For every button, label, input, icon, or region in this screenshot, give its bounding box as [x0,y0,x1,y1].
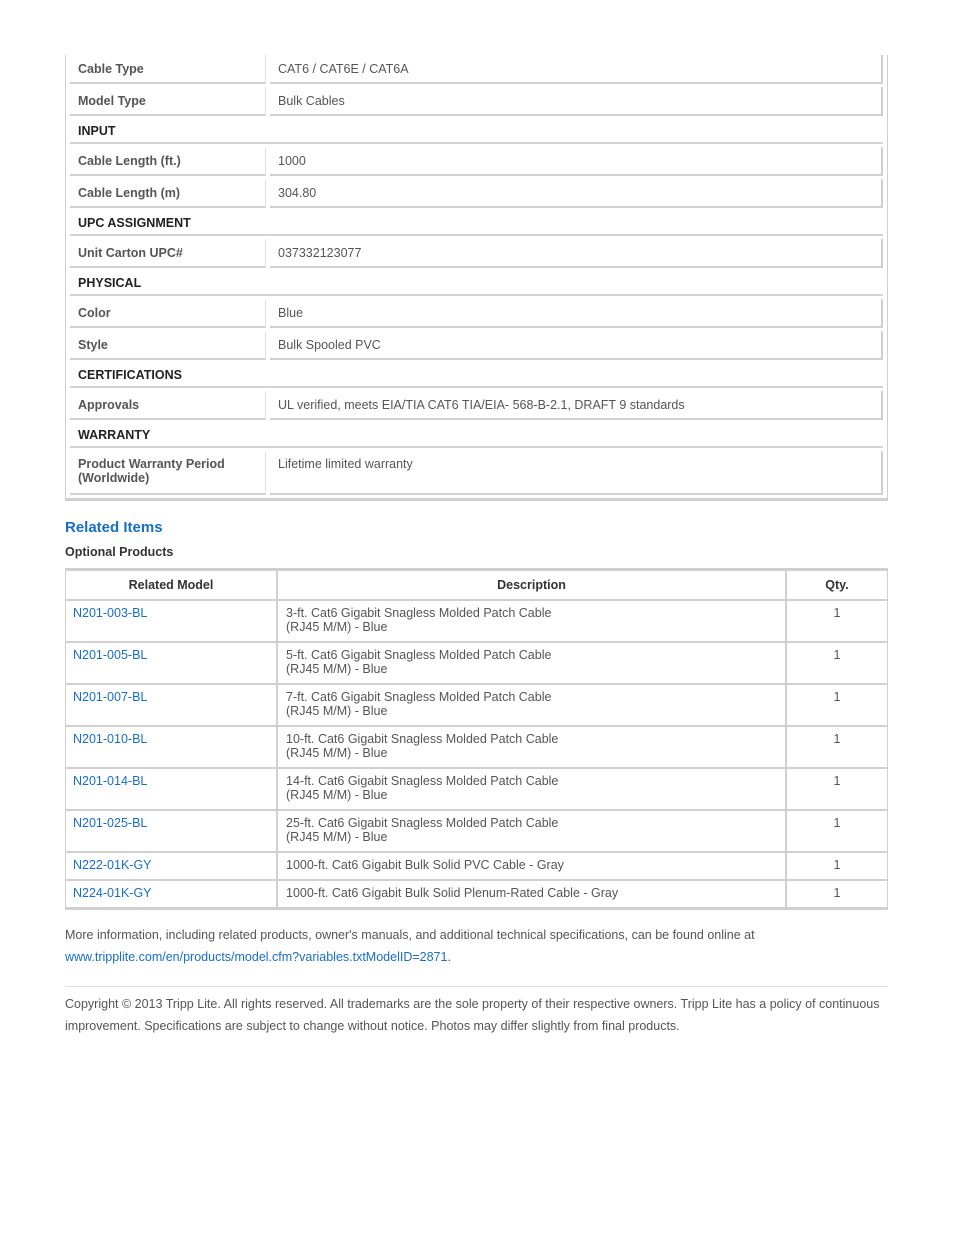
spec-value: 304.80 [270,179,883,208]
spec-row-cable-length-m [70,179,883,208]
related-qty: 1 [833,858,841,872]
spec-row-unit-carton-upc [70,239,883,268]
spec-label: Color [70,299,266,328]
related-model-link[interactable]: N222-01K-GY [66,853,278,879]
description-line: 7-ft. Cat6 Gigabit Snagless Molded Patch Cable [286,690,552,704]
column-header-description: Description [278,571,787,599]
optional-products-title: Optional Products [65,545,174,559]
related-qty: 1 [833,690,841,704]
section-header-warranty: WARRANTY [70,423,883,448]
related-model-link[interactable]: N224-01K-GY [66,881,278,907]
link-suffix: . [447,950,451,964]
description-line: (RJ45 M/M) - Blue [286,830,388,844]
more-information [65,924,888,968]
description-line: 14-ft. Cat6 Gigabit Snagless Molded Patch Cable [286,774,559,788]
spec-row-approvals [70,391,883,420]
related-table-header [66,571,887,601]
related-qty: 1 [833,606,841,620]
description-line: (RJ45 M/M) - Blue [286,620,388,634]
related-table-row [66,811,887,853]
related-model-link[interactable]: N201-014-BL [66,769,278,809]
spec-row-warranty-period [70,451,883,495]
spec-label-line: (Worldwide) [78,471,150,485]
spec-value: 1000 [270,147,883,176]
spec-label: Approvals [70,391,266,420]
related-description [278,685,787,725]
description-line: 1000-ft. Cat6 Gigabit Bulk Solid PVC Cable - Gray [286,858,564,872]
related-qty: 1 [833,732,841,746]
related-qty: 1 [833,774,841,788]
related-table-row [66,853,887,881]
related-description [278,601,787,641]
related-description [278,727,787,767]
description-line: 10-ft. Cat6 Gigabit Snagless Molded Patch Cable [286,732,559,746]
section-header-upc: UPC ASSIGNMENT [70,211,883,236]
spec-row-cable-length-ft [70,147,883,176]
description-line: 3-ft. Cat6 Gigabit Snagless Molded Patch Cable [286,606,552,620]
related-model-link[interactable]: N201-007-BL [66,685,278,725]
description-line: (RJ45 M/M) - Blue [286,662,388,676]
related-description [278,811,787,851]
description-line: 5-ft. Cat6 Gigabit Snagless Molded Patch Cable [286,648,552,662]
spec-value: CAT6 / CAT6E / CAT6A [270,55,883,84]
section-header-input: INPUT [70,119,883,144]
section-header-certifications: CERTIFICATIONS [70,363,883,388]
related-description [278,769,787,809]
related-model-link[interactable]: N201-010-BL [66,727,278,767]
spec-value: Bulk Spooled PVC [270,331,883,360]
description-line: (RJ45 M/M) - Blue [286,704,388,718]
related-qty: 1 [833,886,841,900]
spec-value: Lifetime limited warranty [270,451,883,495]
related-description [278,853,787,879]
related-model-link[interactable]: N201-003-BL [66,601,278,641]
description-line: (RJ45 M/M) - Blue [286,746,388,760]
product-page-link[interactable]: www.tripplite.com/en/products/model.cfm?variables.txtModelID=2871 [65,950,448,964]
copyright-notice: Copyright © 2013 Tripp Lite. All rights reserved. All trademarks are the sole property of their respective owners. Tripp Lite has a policy of continuous improvement. Specifications are subject to change without notice. Photos may differ slightly from final products. [65,997,880,1033]
spec-label: Cable Type [70,55,266,84]
spec-value: 037332123077 [270,239,883,268]
spec-row-style [70,331,883,360]
description-line: (RJ45 M/M) - Blue [286,788,388,802]
spec-label: Cable Length (ft.) [70,147,266,176]
spec-value: Bulk Cables [270,87,883,116]
footer-divider [65,986,888,987]
description-line: 1000-ft. Cat6 Gigabit Bulk Solid Plenum-Rated Cable - Gray [286,886,619,900]
related-qty: 1 [833,816,841,830]
related-table-row [66,769,887,811]
spec-row-cable-type [70,55,883,84]
related-items-title: Related Items [65,519,163,536]
related-model-link[interactable]: N201-005-BL [66,643,278,683]
related-table-body [66,601,887,907]
spec-label-line: Product Warranty Period [78,457,225,471]
more-info-link-line [65,946,888,968]
related-table-row [66,881,887,907]
spec-value: UL verified, meets EIA/TIA CAT6 TIA/EIA- 568-B-2.1, DRAFT 9 standards [270,391,883,420]
related-table-row [66,601,887,643]
spec-label [70,451,266,495]
related-table-row [66,685,887,727]
specifications-table [65,55,888,501]
spec-label: Style [70,331,266,360]
section-header-physical: PHYSICAL [70,271,883,296]
spec-label: Model Type [70,87,266,116]
spec-row-color [70,299,883,328]
spec-value: Blue [270,299,883,328]
spec-row-model-type [70,87,883,116]
description-line: 25-ft. Cat6 Gigabit Snagless Molded Patch Cable [286,816,559,830]
related-products-table [65,568,888,910]
column-header-qty: Qty. [825,578,849,592]
related-table-row [66,643,887,685]
related-table-row [66,727,887,769]
column-header-related-model: Related Model [66,571,278,599]
related-description [278,643,787,683]
spec-label: Unit Carton UPC# [70,239,266,268]
related-qty: 1 [833,648,841,662]
spec-label: Cable Length (m) [70,179,266,208]
related-description [278,881,787,907]
more-info-text: More information, including related products, owner's manuals, and additional technical specifications, can be found online at [65,928,755,942]
related-model-link[interactable]: N201-025-BL [66,811,278,851]
